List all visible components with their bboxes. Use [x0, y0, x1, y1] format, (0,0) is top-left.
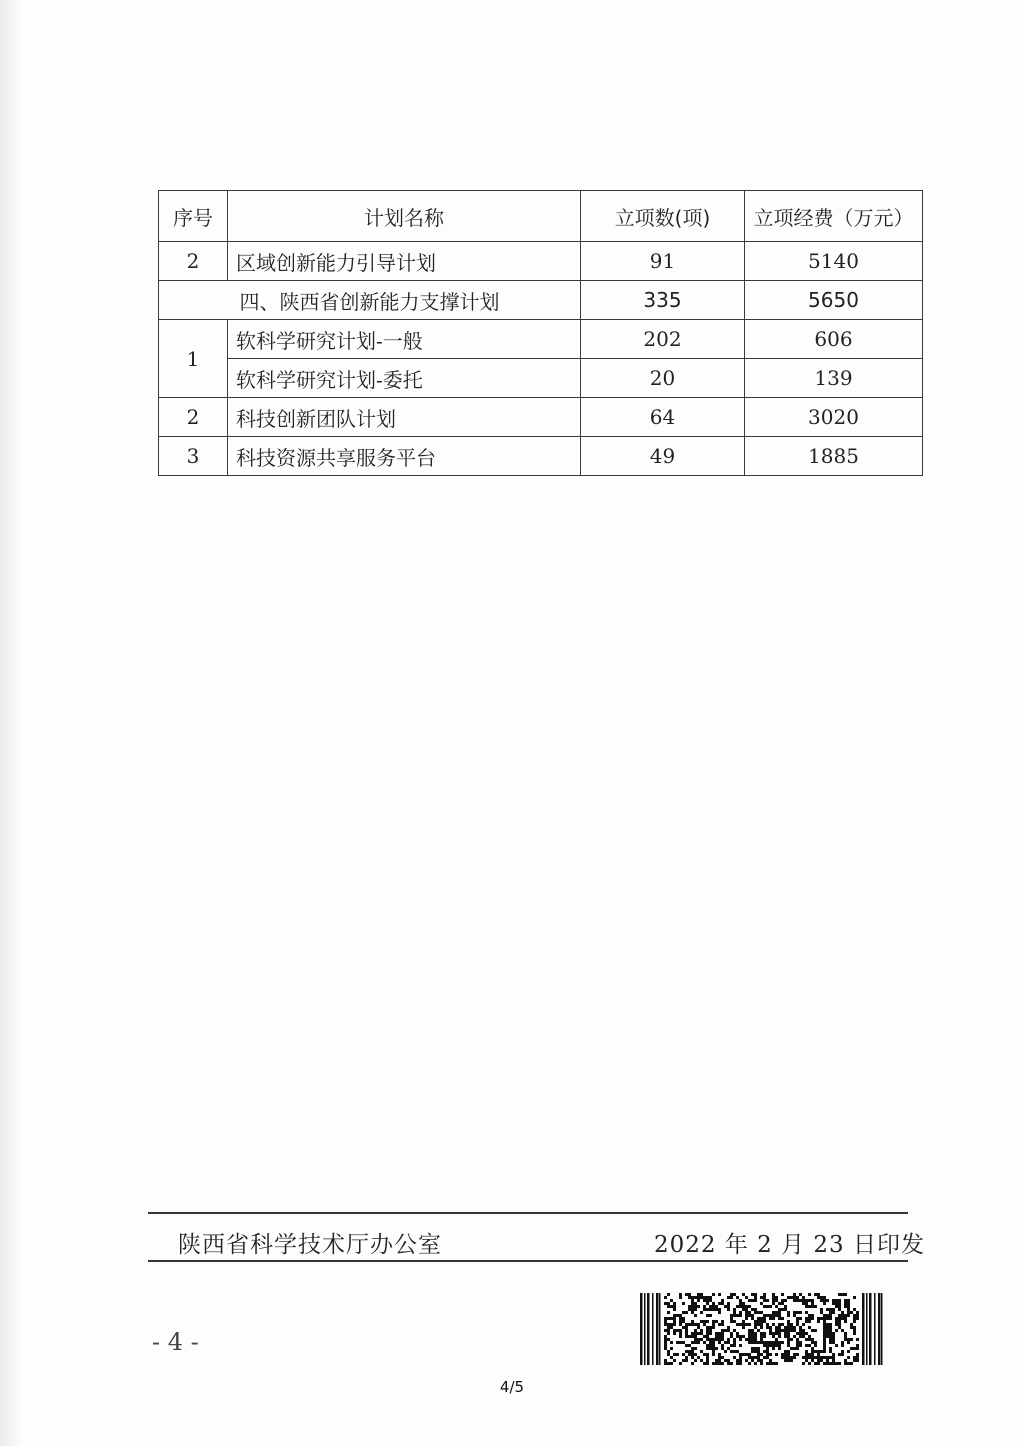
- table-header-row: [159, 191, 923, 242]
- row-funds: 3020: [745, 398, 923, 437]
- row-index: 2: [159, 398, 228, 437]
- row-count: 91: [581, 242, 745, 281]
- row-funds: 5140: [745, 242, 923, 281]
- row-index: 1: [159, 320, 228, 398]
- table-row: [159, 242, 923, 281]
- table-row: [159, 320, 923, 359]
- table-row: [159, 359, 923, 398]
- footer-top-rule: [148, 1212, 908, 1214]
- row-name: 科技创新团队计划: [228, 398, 581, 437]
- issue-date: 2022 年 2 月 23 日印发: [654, 1232, 925, 1258]
- pdf-page-indicator: 4/5: [499, 1378, 525, 1396]
- page-number: - 4 -: [152, 1328, 199, 1356]
- row-name: 科技资源共享服务平台: [228, 437, 581, 476]
- row-funds: 139: [745, 359, 923, 398]
- row-count: 20: [581, 359, 745, 398]
- barcode-icon: [640, 1293, 884, 1365]
- header-funds: 立项经费（万元）: [745, 191, 923, 242]
- header-index: 序号: [159, 191, 228, 242]
- section-title: 四、陕西省创新能力支撑计划: [159, 281, 581, 320]
- row-index: 3: [159, 437, 228, 476]
- header-count: 立项数(项): [581, 191, 745, 242]
- header-name: 计划名称: [228, 191, 581, 242]
- issuer-name: 陕西省科学技术厅办公室: [178, 1232, 442, 1258]
- section-funds: 5650: [745, 281, 923, 320]
- row-count: 202: [581, 320, 745, 359]
- row-funds: 1885: [745, 437, 923, 476]
- table-row: [159, 398, 923, 437]
- project-table: [158, 190, 923, 476]
- row-name: 软科学研究计划-一般: [228, 320, 581, 359]
- section-row: [159, 281, 923, 320]
- row-index: 2: [159, 242, 228, 281]
- row-count: 64: [581, 398, 745, 437]
- scan-edge-shadow: [0, 0, 22, 1446]
- row-count: 49: [581, 437, 745, 476]
- footer-bottom-rule: [148, 1260, 908, 1262]
- section-count: 335: [581, 281, 745, 320]
- table-row: [159, 437, 923, 476]
- row-name: 区域创新能力引导计划: [228, 242, 581, 281]
- row-funds: 606: [745, 320, 923, 359]
- row-name: 软科学研究计划-委托: [228, 359, 581, 398]
